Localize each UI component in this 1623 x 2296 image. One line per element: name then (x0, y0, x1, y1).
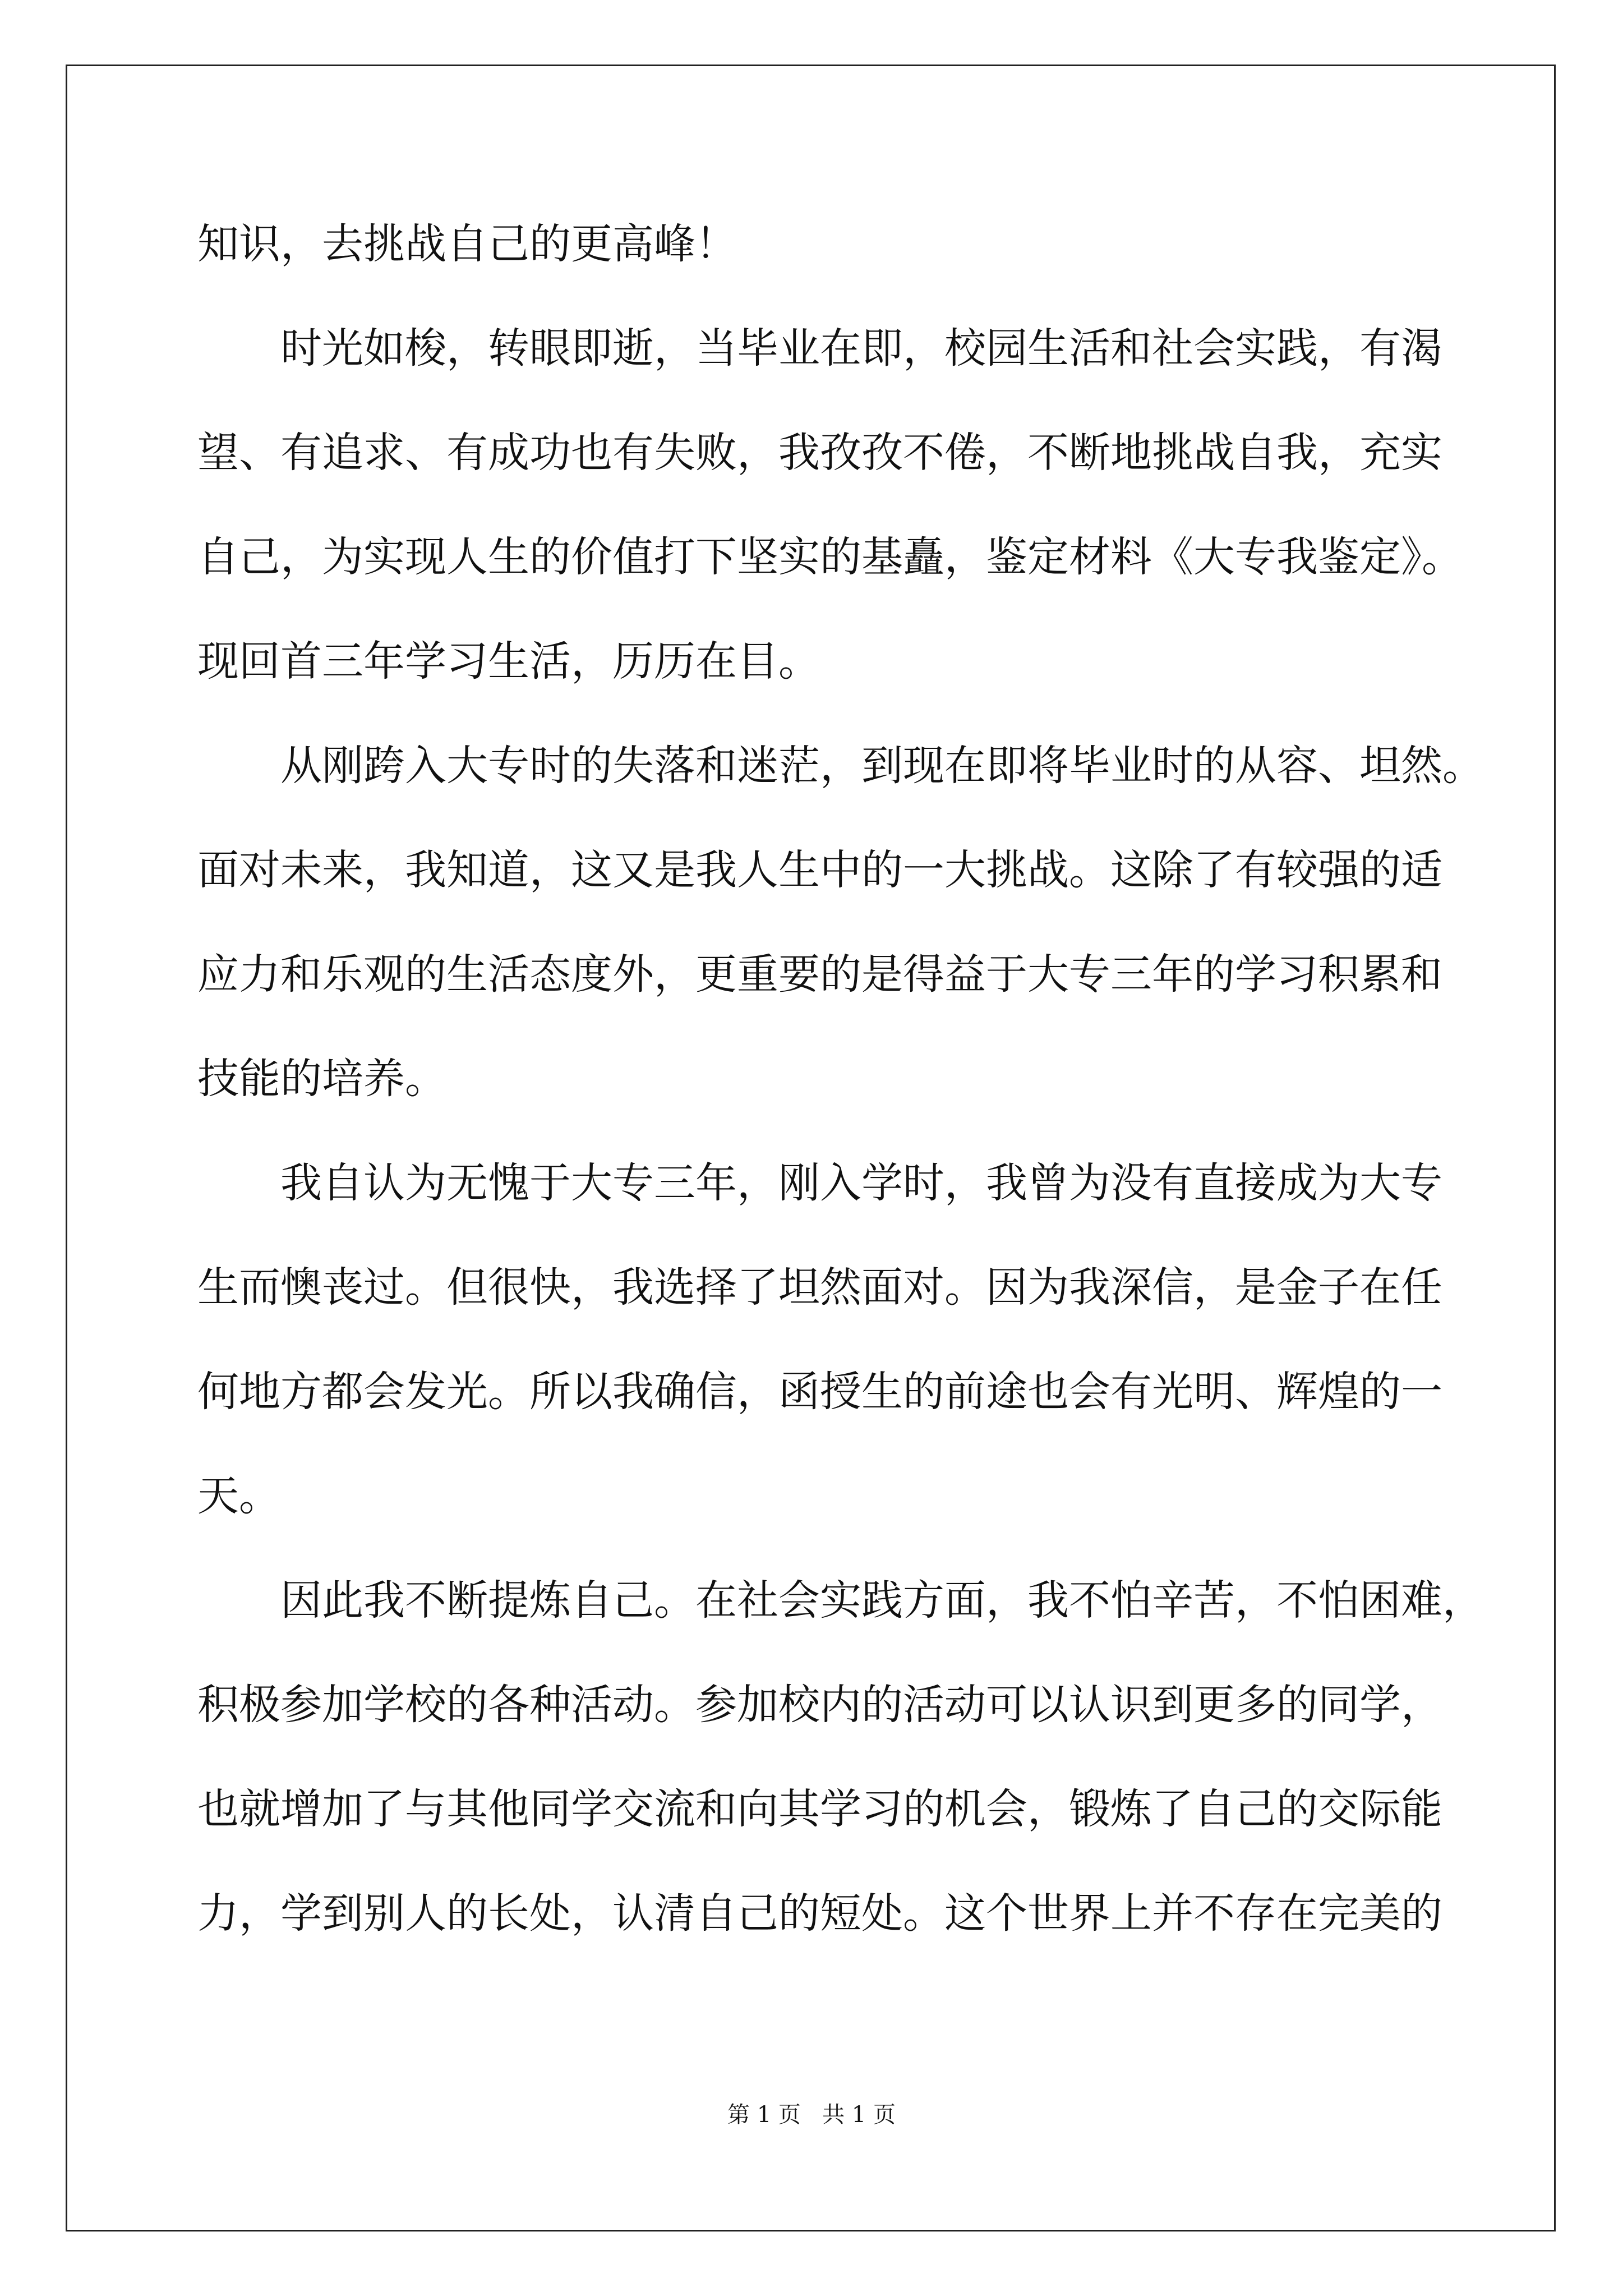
text-line: 何地方都会发光。所以我确信，函授生的前途也会有光明、辉煌的一 (197, 1368, 1442, 1416)
paragraph-start-line: 因此我不断提炼自己。在社会实践方面，我不怕辛苦，不怕困难， (280, 1576, 1484, 1625)
text-line: 也就增加了与其他同学交流和向其学习的机会，锻炼了自己的交际能 (197, 1785, 1442, 1833)
text-line: 天。 (197, 1472, 280, 1520)
text-line: 知识，去挑战自己的更高峰！ (197, 220, 737, 268)
paragraph-start-line: 时光如梭，转眼即逝，当毕业在即，校园生活和社会实践，有渴 (280, 324, 1442, 372)
text-line: 现回首三年学习生活，历历在目。 (197, 637, 820, 685)
document-body (197, 213, 1484, 1987)
text-line: 面对未来，我知道，这又是我人生中的一大挑战。这除了有较强的适 (197, 846, 1442, 894)
paragraph-start-line: 从刚跨入大专时的失落和迷茫，到现在即将毕业时的从容、坦然。 (280, 742, 1484, 790)
paragraph-start-line: 我自认为无愧于大专三年，刚入学时，我曾为没有直接成为大专 (280, 1159, 1442, 1207)
page-footer: 第 1 页 共 1 页 (727, 2102, 896, 2128)
text-line: 技能的培养。 (197, 1055, 446, 1103)
text-line: 积极参加学校的各种活动。参加校内的活动可以认识到更多的同学， (197, 1681, 1442, 1729)
text-line: 生而懊丧过。但很快，我选择了坦然面对。因为我深信，是金子在任 (197, 1263, 1442, 1312)
text-line: 望、有追求、有成功也有失败，我孜孜不倦，不断地挑战自我，充实 (197, 429, 1442, 477)
text-line: 自己，为实现人生的价值打下坚实的基矗，鉴定材料《大专我鉴定》。 (197, 533, 1463, 581)
text-line: 应力和乐观的生活态度外，更重要的是得益于大专三年的学习积累和 (197, 950, 1442, 999)
text-line: 力，学到别人的长处，认清自己的短处。这个世界上并不存在完美的 (197, 1889, 1442, 1938)
